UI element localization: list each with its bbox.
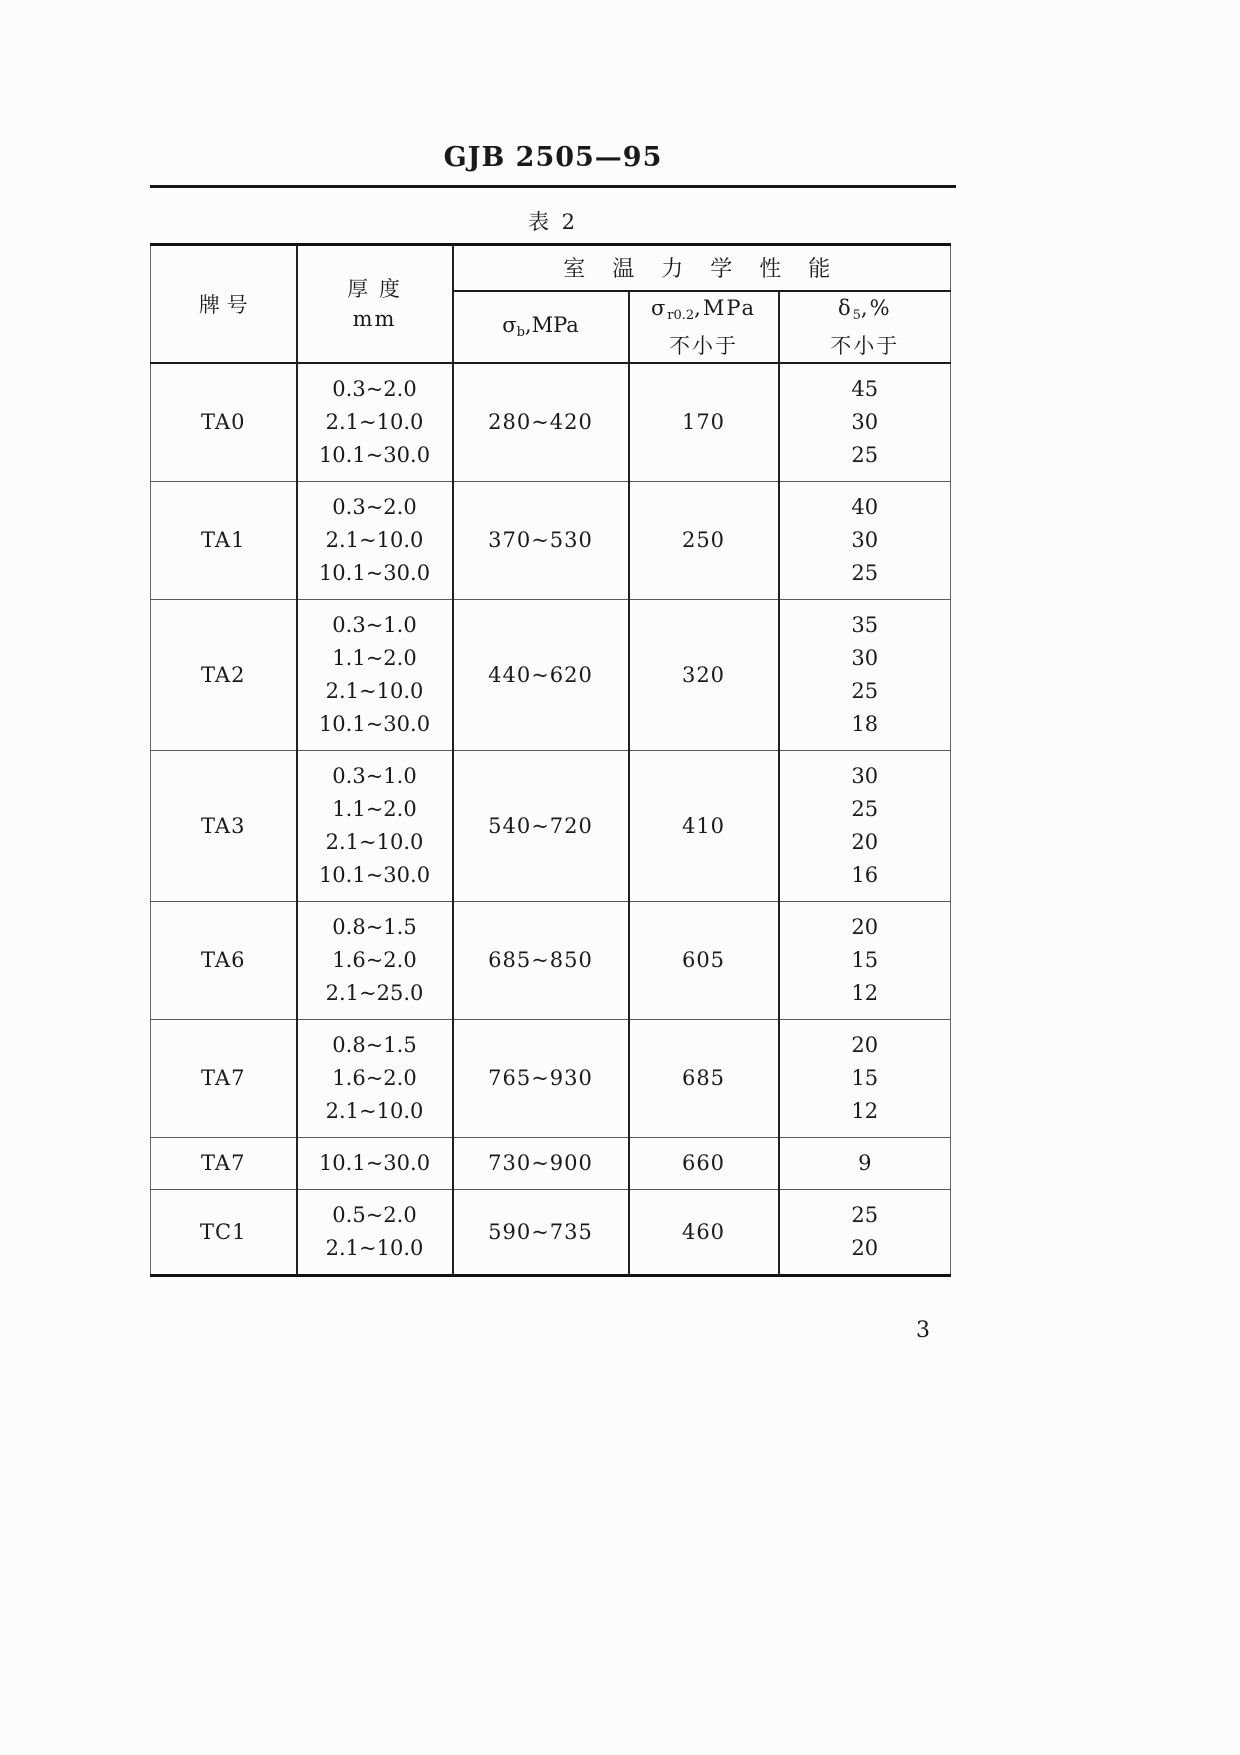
header-delta5 xyxy=(779,291,951,363)
thickness-value: 0.3~1.0 xyxy=(332,612,417,637)
delta5-value: 25 xyxy=(851,442,879,467)
delta5-value: 30 xyxy=(851,645,879,670)
thickness-value: 0.3~1.0 xyxy=(332,763,417,788)
delta5-symbol: δ xyxy=(837,295,853,320)
delta5-subscript: 5 xyxy=(852,307,861,323)
delta5-value: 20 xyxy=(851,1235,879,1260)
thickness-value: 0.3~2.0 xyxy=(332,376,417,401)
sigma-b-cell: 765~930 xyxy=(453,1019,629,1137)
mechanical-properties-table xyxy=(150,243,951,1277)
sigma-r02-cell: 320 xyxy=(629,599,779,750)
table-row xyxy=(151,901,951,1019)
thickness-value: 0.8~1.5 xyxy=(332,914,417,939)
thickness-cell xyxy=(297,1137,453,1189)
delta5-cell xyxy=(779,1137,951,1189)
delta5-value: 40 xyxy=(851,494,879,519)
sigma-r02-symbol: σ xyxy=(650,295,668,320)
thickness-cell xyxy=(297,1019,453,1137)
thickness-value: 0.3~2.0 xyxy=(332,494,417,519)
thickness-value: 10.1~30.0 xyxy=(318,560,431,585)
thickness-cell xyxy=(297,750,453,901)
delta5-value: 15 xyxy=(851,947,879,972)
sigma-r02-cell: 605 xyxy=(629,901,779,1019)
header-group-title: 室 温 力 学 性 能 xyxy=(453,245,951,291)
grade-cell: TA7 xyxy=(151,1137,297,1189)
delta5-value: 45 xyxy=(851,376,879,401)
header-thickness-unit: mm xyxy=(352,306,397,331)
sigma-r02-note: 不小于 xyxy=(669,333,738,358)
thickness-value: 10.1~30.0 xyxy=(318,862,431,887)
sigma-b-symbol: σ xyxy=(502,313,517,337)
sigma-r02-cell: 660 xyxy=(629,1137,779,1189)
sigma-r02-unit: ,MPa xyxy=(694,295,757,320)
thickness-value: 2.1~10.0 xyxy=(325,1235,424,1260)
header-rule xyxy=(150,185,956,188)
thickness-cell xyxy=(297,481,453,599)
thickness-value: 2.1~10.0 xyxy=(325,527,424,552)
thickness-cell xyxy=(297,901,453,1019)
header-thickness xyxy=(297,245,453,363)
sigma-r02-subscript: r0.2 xyxy=(667,307,695,323)
thickness-value: 0.8~1.5 xyxy=(332,1032,417,1057)
sigma-b-cell: 730~900 xyxy=(453,1137,629,1189)
delta5-cell xyxy=(779,1189,951,1275)
delta5-value: 20 xyxy=(851,829,879,854)
delta5-value: 20 xyxy=(851,914,879,939)
thickness-value: 10.1~30.0 xyxy=(318,711,431,736)
header-thickness-label: 厚 度 xyxy=(347,276,402,301)
delta5-value: 25 xyxy=(851,1202,879,1227)
header-sigma-r02 xyxy=(629,291,779,363)
thickness-value: 1.6~2.0 xyxy=(332,1065,417,1090)
header-grade: 牌 号 xyxy=(151,245,297,363)
sigma-b-cell: 280~420 xyxy=(453,363,629,482)
thickness-value: 2.1~10.0 xyxy=(325,678,424,703)
thickness-cell xyxy=(297,1189,453,1275)
delta5-cell xyxy=(779,1019,951,1137)
delta5-cell xyxy=(779,599,951,750)
grade-cell: TA1 xyxy=(151,481,297,599)
table-caption: 表 2 xyxy=(527,210,579,234)
thickness-value: 10.1~30.0 xyxy=(318,442,431,467)
delta5-value: 18 xyxy=(851,711,879,736)
delta5-value: 9 xyxy=(858,1150,872,1175)
sigma-b-cell: 685~850 xyxy=(453,901,629,1019)
delta5-cell xyxy=(779,901,951,1019)
table-row xyxy=(151,363,951,482)
grade-cell: TA2 xyxy=(151,599,297,750)
grade-cell: TA6 xyxy=(151,901,297,1019)
table-row xyxy=(151,1137,951,1189)
thickness-value: 1.1~2.0 xyxy=(332,796,417,821)
grade-cell: TC1 xyxy=(151,1189,297,1275)
delta5-value: 25 xyxy=(851,796,879,821)
sigma-b-unit: ,MPa xyxy=(524,313,579,337)
table-header-row-1 xyxy=(151,245,951,291)
thickness-value: 2.1~10.0 xyxy=(325,1098,424,1123)
sigma-b-subscript: b xyxy=(516,325,525,340)
delta5-value: 30 xyxy=(851,763,879,788)
sigma-r02-cell: 170 xyxy=(629,363,779,482)
sigma-r02-cell: 460 xyxy=(629,1189,779,1275)
page-number: 3 xyxy=(916,1318,930,1343)
delta5-value: 16 xyxy=(851,862,879,887)
delta5-note: 不小于 xyxy=(830,333,900,358)
sigma-b-cell: 370~530 xyxy=(453,481,629,599)
grade-cell: TA7 xyxy=(151,1019,297,1137)
sigma-r02-cell: 410 xyxy=(629,750,779,901)
table-row xyxy=(151,599,951,750)
sigma-r02-cell: 685 xyxy=(629,1019,779,1137)
delta5-value: 12 xyxy=(851,1098,879,1123)
thickness-value: 2.1~25.0 xyxy=(325,980,424,1005)
delta5-value: 30 xyxy=(851,527,879,552)
delta5-value: 15 xyxy=(851,1065,879,1090)
delta5-value: 30 xyxy=(851,409,879,434)
sigma-b-cell: 440~620 xyxy=(453,599,629,750)
delta5-value: 20 xyxy=(851,1032,879,1057)
table-row xyxy=(151,1189,951,1275)
thickness-value: 0.5~2.0 xyxy=(332,1202,417,1227)
thickness-cell xyxy=(297,599,453,750)
thickness-value: 1.6~2.0 xyxy=(332,947,417,972)
delta5-value: 12 xyxy=(851,980,879,1005)
sigma-r02-cell: 250 xyxy=(629,481,779,599)
sigma-b-cell: 590~735 xyxy=(453,1189,629,1275)
delta5-unit: ,% xyxy=(860,295,892,320)
delta5-cell xyxy=(779,481,951,599)
delta5-value: 35 xyxy=(851,612,879,637)
delta5-cell xyxy=(779,750,951,901)
delta5-value: 25 xyxy=(851,678,879,703)
document-code: GJB 2505—95 xyxy=(443,142,663,173)
thickness-value: 2.1~10.0 xyxy=(325,409,424,434)
grade-cell: TA0 xyxy=(151,363,297,482)
header-sigma-b xyxy=(453,291,629,363)
thickness-value: 10.1~30.0 xyxy=(318,1150,431,1175)
thickness-value: 2.1~10.0 xyxy=(325,829,424,854)
grade-cell: TA3 xyxy=(151,750,297,901)
table-row xyxy=(151,750,951,901)
sigma-b-cell: 540~720 xyxy=(453,750,629,901)
thickness-cell xyxy=(297,363,453,482)
table-row xyxy=(151,481,951,599)
delta5-cell xyxy=(779,363,951,482)
table-row xyxy=(151,1019,951,1137)
thickness-value: 1.1~2.0 xyxy=(332,645,417,670)
page-content xyxy=(150,142,956,1277)
delta5-value: 25 xyxy=(851,560,879,585)
